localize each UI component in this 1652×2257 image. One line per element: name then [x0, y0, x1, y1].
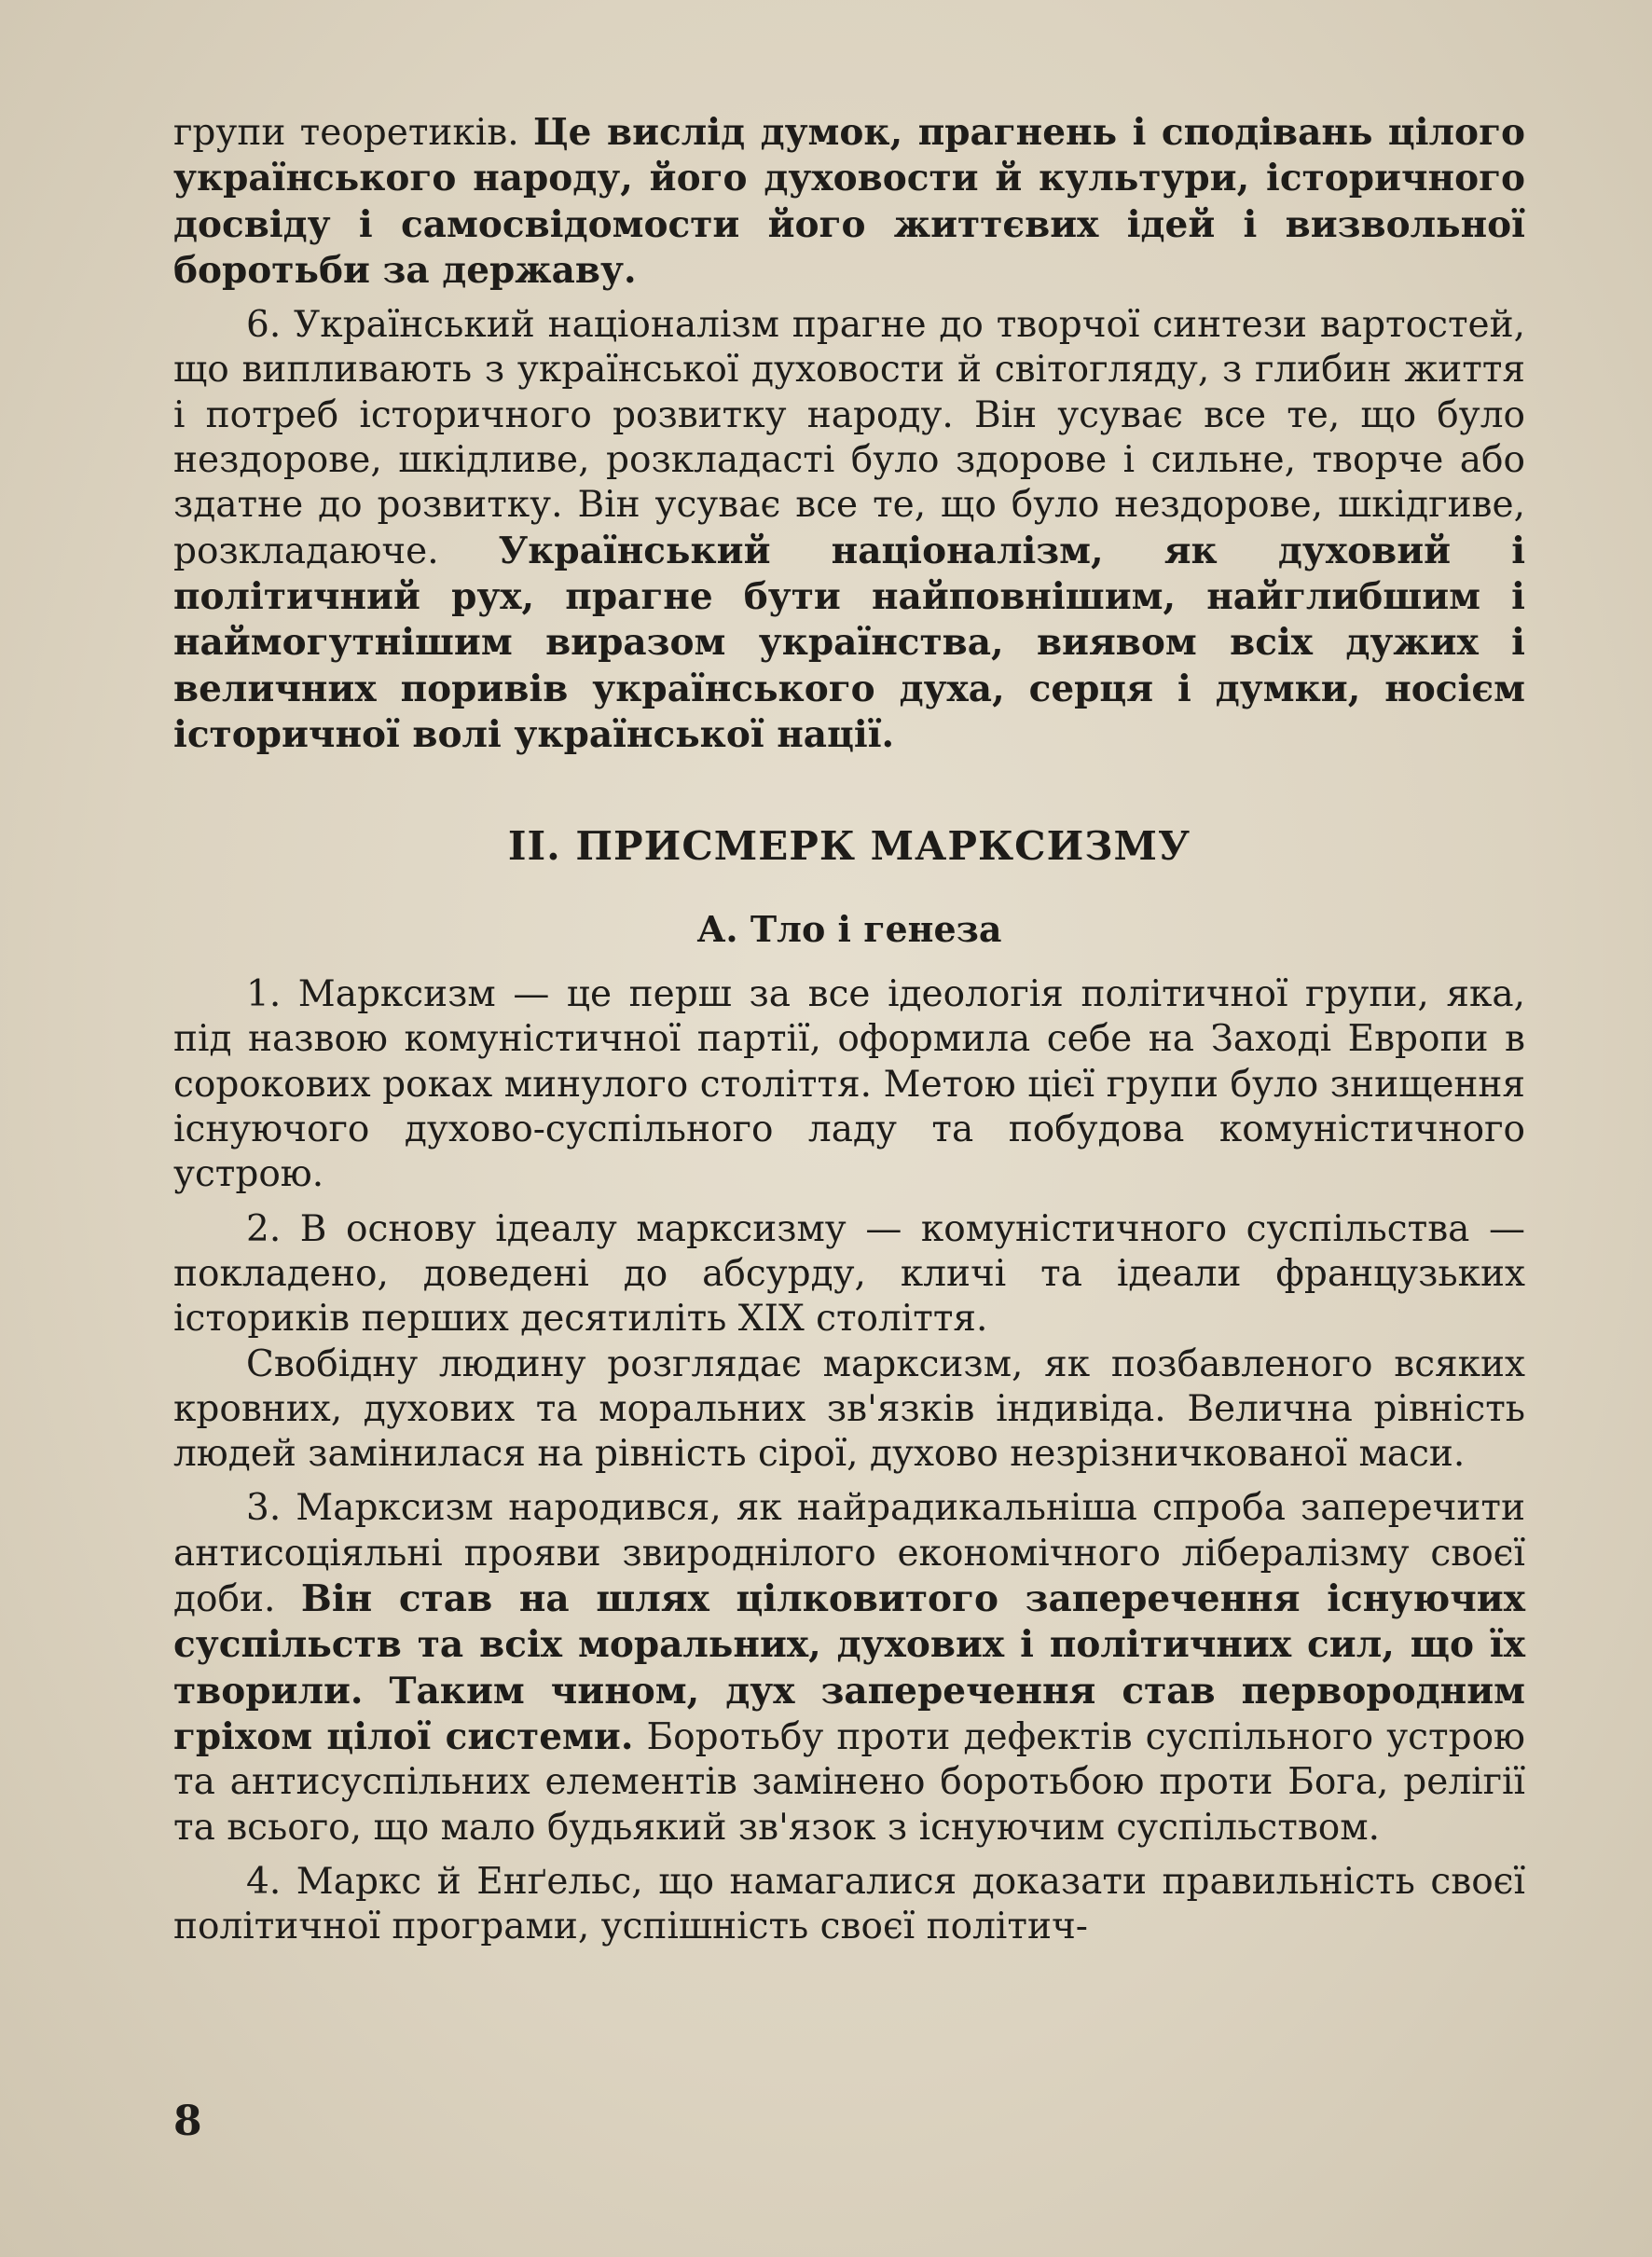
paragraph-4 [173, 1860, 1525, 1950]
page-content [173, 110, 1525, 1949]
section-title: II. ПРИСМЕРК МАРКСИЗМУ [507, 823, 1191, 870]
paragraph-2 [173, 1207, 1525, 1342]
paragraph-text: 4. Маркс й Енґельс, що намагалися доказати правильність своєї політичної програми, успішність своєї політич- [173, 1860, 1525, 1948]
paragraph-1 [173, 972, 1525, 1197]
paragraph-text: групи теоретиків. [173, 112, 533, 154]
paragraph-6 [173, 303, 1525, 758]
paragraph-continuation [173, 110, 1525, 294]
subsection-title: А. Тло і генеза [696, 908, 1002, 951]
paragraph-bold-text: Він став на шлях цілковитого заперечення існуючих суспільств та всіх моральних, духових і політичних сил, що їх творили. Таким чином, дух заперечення став первородним гріхом цілої системи. [173, 1577, 1525, 1758]
paragraph-2-continued [173, 1342, 1525, 1478]
paragraph-text: 2. В основу ідеалу марксизму — комуністичного суспільства — покладено, доведені до абсурду, кличі та ідеали французьких історикiв перших десятиліть XIX століття. [173, 1207, 1525, 1341]
paragraph-bold-text: Це вислід думок, прагнень і сподівань цілого українського народу, його духовости й культури, історичного досвіду і самосвідомости його життєвих ідей і визвольної боротьби за державу. [173, 111, 1525, 292]
paragraph-bold-text: Український націоналізм, як духовий і політичний рух, прагне бути найповнішим, найглибшим і наймогутнішим виразом українства, виявом всіх дужих і величних поривів українського духа, серця і думки, носієм історичної волі української нації. [173, 529, 1526, 756]
paragraph-text: 6. Український націоналізм прагне до творчої синтези вартостей, що випливають з української духовости й світогляду, з глибин життя і потреб історичного розвитку народу. Він усуває все те, що було нездорове, шкідливе, розкладасті було здорове і сильне, творче або здатне до розвитку. Він усуває все те, що було нездорове, шкідгиве, розкладаюче. [173, 304, 1525, 572]
paragraph-text: 1. Марксизм — це перш за все ідеологія політичної групи, яка, під назвою комуністичної партії, оформила себе на Заході Европи в сорокових роках минулого століття. Метою цієї групи було знищення існуючого духово-суспільного ладу та побудова комуністичного устрою. [173, 973, 1525, 1196]
paragraph-3 [173, 1486, 1525, 1850]
paragraph-text: Свобідну людину розглядає марксизм, як позбавленого всяких кровних, духових та моральних зв'язків індивіда. Величнa рівність людей замінилася на рівність сірої, духово незрізничкованої маси. [173, 1342, 1525, 1476]
paragraph-text: 3. Марксизм народився, як найрадикальніша спроба заперечити антисоціяльні прояви звироднілого економічного лібералізму своєї доби. [173, 1487, 1525, 1621]
paragraph-text: Боротьбу проти дефектів суспільного устрою та антисуспільних елементів замінено боротьбою проти Бога, релігії та всього, що мало будьякий зв'язок з існуючим суспільством. [173, 1715, 1526, 1849]
page-number: 8 [173, 2098, 202, 2145]
